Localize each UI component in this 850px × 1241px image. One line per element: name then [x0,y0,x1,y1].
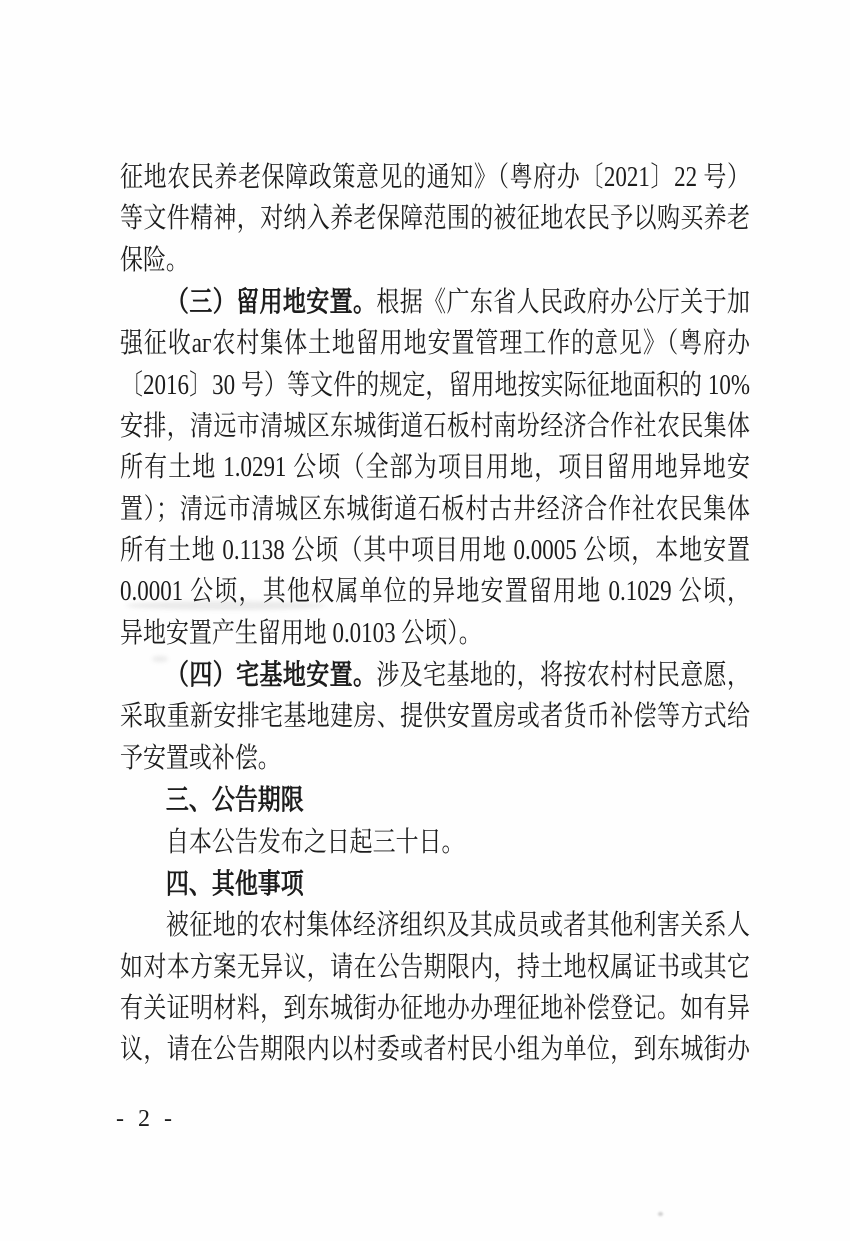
text-line [120,738,750,779]
text-segment: 保险。 [120,244,189,276]
text-line [120,447,750,488]
text-line [120,571,750,612]
text-segment: 征地农民养老保障政策意见的通知》（粤府办〔2021〕22 号） [120,162,750,193]
text-line [120,406,750,447]
text-segment: 置）；清远市清城区东城街道石板村古井经济合作社农民集体 [120,493,750,525]
text-segment: 0.0001 公顷，其他权属单位的异地安置留用地 0.1029 公顷， [120,576,750,608]
heading-segment: 三、公告期限 [165,784,304,816]
text-line [120,323,750,364]
text-line [120,157,750,198]
text-line [120,489,750,530]
text-line [120,822,750,863]
text-segment: 议，请在公告期限内以村委或者村民小组为单位，到东城街办 [120,1034,750,1066]
text-line [120,365,750,406]
text-segment: 等文件精神，对纳入养老保障范围的被征地农民予以购买养老 [120,203,750,235]
text-segment: 如对本方案无异议，请在公告期限内，持土地权属证书或其它 [120,951,750,983]
heading-segment: （三）留用地安置。 [165,286,377,318]
text-line [120,613,750,654]
text-segment: 被征地的农村集体经济组织及其成员或者其他利害关系人 [165,910,750,942]
text-line [120,905,750,946]
heading-segment: （四）宅基地安置。 [165,659,377,691]
page-number: - 2 - [116,1106,176,1132]
text-line [120,281,750,323]
text-line [120,1029,750,1070]
text-segment: 所有土地 1.0291 公顷（全部为项目用地，项目留用地异地安 [120,452,750,484]
text-line [120,863,750,905]
scan-noise-dot [658,1212,663,1216]
text-segment: 〔2016〕30 号）等文件的规定，留用地按实际征地面积的 10% [120,369,750,401]
document-body [120,157,750,1071]
text-line [120,696,750,737]
text-line [120,988,750,1029]
text-line [120,654,750,696]
text-segment: 所有土地 0.1138 公顷（其中项目用地 0.0005 公顷，本地安置 [120,535,750,567]
text-line [120,240,750,281]
text-line [120,779,750,821]
heading-segment: 四、其他事项 [165,867,304,899]
text-segment: 强征收аг农村集体土地留用地安置管理工作的意见》（粤府办 [120,328,750,360]
text-segment: 有关证明材料，到东城街办征地办办理征地补偿登记。如有异 [120,992,750,1024]
text-segment: 采取重新安排宅基地建房、提供安置房或者货币补偿等方式给 [120,701,750,733]
text-line [120,947,750,988]
text-segment: 异地安置产生留用地 0.0103 公顷）。 [120,617,482,649]
text-segment: 自本公告发布之日起三十日。 [165,826,465,858]
text-line [120,198,750,239]
text-line [120,530,750,571]
text-segment: 予安置或补偿。 [120,742,281,774]
text-segment: 安排，清远市清城区东城街道石板村南坋经济合作社农民集体 [120,411,750,443]
text-segment: 涉及宅基地的，将按农村村民意愿， [376,660,750,692]
text-segment: 根据《广东省人民政府办公厅关于加 [376,287,750,319]
